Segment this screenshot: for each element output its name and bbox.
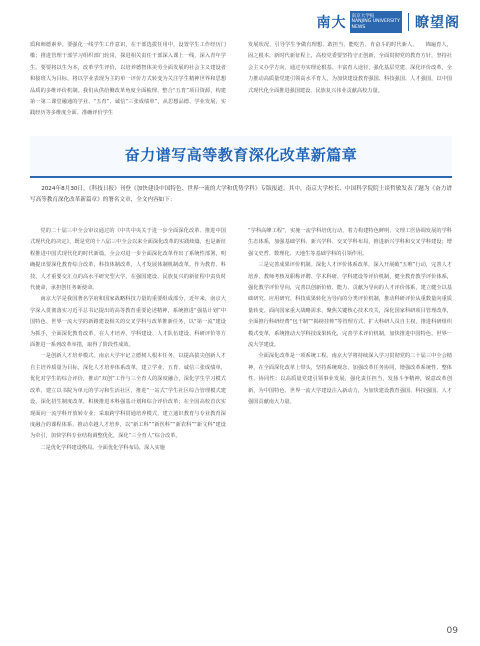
top-left-column	[30, 40, 226, 124]
page-header	[317, 10, 460, 34]
header-divider	[408, 13, 409, 31]
page-number: 09	[446, 626, 458, 636]
brand-box-line3: NEWS	[351, 24, 366, 30]
body-paragraph: 一是创新人才培养模式。南京大学牢记立德树人根本任务，以提高拔尖创新人才自主培养质量为目标，深化人才培养体系改革，建立学业、五育、诚信三张成绩单，优化对学生的综合评价，推动“双创”工作与三全育人的深度融合，深化学生学习模式改革，建立以书院为单元的学习和生活社区，推进“一站式”学生社区综合管理模式建设，深化招生制度改革，积极推进本科强基计划和综合评价改革；在全国高校首次实现面向一流学科开放转专业；采取跨学科贯通培养模式，建立通识教育与专业教育深度融合的课程体系，推动卓越人才培养，以“新工科”“新医科”“新农科”“新文科”建设为牵引，加快学科专业结构调整优化，深化“三全育人”综合改革。	[30, 353, 226, 440]
article-title: 奋力谱写高等教育深化改革新篇章	[124, 146, 358, 164]
top-right-column	[248, 40, 452, 124]
title-underline	[30, 176, 452, 178]
section-name: 瞭望阁	[415, 15, 460, 31]
body-left-column	[30, 226, 226, 612]
body-right-column	[248, 226, 452, 612]
article-lead: 2024年8月30日，《科技日报》刊登《加快建设中国特色、世界一流的大学和优势学科》专版报道。其中，南京大学校长、中国科学院院士谈哲敏发表了题为《奋力谱写高等教育深化改革新篇章》的署名文章，全文内容如下：	[30, 186, 452, 204]
body-paragraph: 全面深化改革是一项系统工程。南京大学将持续深入学习贯彻党的二十届三中全会精神，在全面深化改革上带头，坚持系统观念，加强改革任务协同，增强改革系统性、整体性、协同性；以高质量党建引领事业发展，强化责任担当，发扬斗争精神，锐意改革创新，为中国特色、世界一流大学建设注入新动力，为加快建设教育强国、科技强国、人才强国贡献南大力量。	[248, 353, 452, 406]
article-title-banner	[30, 136, 452, 178]
brand-name: 南大	[316, 15, 347, 31]
body-paragraph: 二是优化学科建设格局。全面优化学科布局，深入实施	[40, 444, 165, 451]
brand-box-line2: NANJING UNIVERSITY	[351, 19, 400, 25]
top-right-paragraph: 发展状况，引导学生争做有理想、敢担当、能吃苦、肯奋斗的时代新人。 锦遍育人，固之根本。新时代新征程上，高校党委要坚持守正创新，全面贯彻党的教育方针，坚持社会主义办学方向，通过夯实理论根基、丰富育人途径、强化基层党建、深化评价改革，全力推动高质量党建引领高水平育人，为加快建设教育强国、科技强国、人才强国，以中国式现代化全面推进强国建设、民族复兴伟业贡献高校力量。	[248, 42, 452, 94]
body-paragraph: 南京大学是我国著名学府和国家战略科技力量的重要组成部分，近年来，南京大学深入贯彻落实习近平总书记提出的高等教育重要论述精神，系统推进“强基计划”中国特色、世界一流大学的新路建设相关的交叉学科与改革推新任务，以“第一流”建设为抓手，全面深化教育改革。在人才培养、学科建设、人才队伍建设、科研评价等方面推进一系列改革举措，取得了阶段性成效。	[30, 296, 226, 349]
top-left-paragraph: 质和师德素养。要强化一线学生工作意识，在干部选拔任用中，设置学生工作经历门槛；推进管理干部学习组织部门轮岗，探进相关责任干部深入课上一线，深入青年学生。要要将以生为本，改革学生评价，以培养德智体美劳全面发展的社会主义建设者和接班人为目标，将以学业表现为主的单一评价方式转变为关注学生精神世界和思想品质的多维评价机制。我们从供给侧改革角度全面梳理、整合“五育”项目资源，构建第一第二课堂融通的学业、“五育”、诚信“三张成绩单”，从思想品德、学业发展、实践经历等多维度全面、准确评价学生	[30, 42, 226, 117]
body-paragraph: “学科高峰工程”，实施一流学科培优行动，着力构建特色鲜明、文理工医协调发展的学科生态体系，加强基础学科、新兴学科、交叉学科布局，推进新兴学科和交叉学科建设；增强文史哲、数理化、天地生等基础学科的引领作用。	[248, 228, 452, 257]
brand-logo-box	[350, 11, 402, 33]
body-paragraph: 三是完善成果评价机制。深化人才评价体系改革，深入开展破“五唯”行动，完善人才培养、教师考核及职称评聘、学术科研、学科建设等评价机制，健全教育教学评价体系，强化教学评价导向，完善以创新价值、能力、贡献为导向的人才评价体系，建立健全以基础研究、应用研究、科技成果转化为导向的分类评价机制，推动科研评价从重数量向重质量转变。面向国家重大战略需求，聚焦关键核心技术攻关，深化国家科研项目管理改革，全面推行科研经费“包干制”“揭榜挂帅”等管理方式，扩大科研人员自主权，推进科研组织模式变革，系统推动大学科技成果转化，完善学术评价机制，加快推进中国特色、世界一流大学建设。	[248, 262, 452, 349]
brand-box-line1: 南京大学报	[351, 13, 375, 19]
body-paragraph: 党的二十届三中全会审议通过的《中共中央关于进一步全面深化改革、推进中国式现代化的决定》，既是党的十八届三中全会以来全面深化改革的实践续篇，也是新征程推进中国式现代化的时代新篇。全会对进一步全面深化改革作出了系统性部署，明确提出要深化教育综合改革，科技体制改革，人才发展体制机制改革。作为教育、科技、人才重要交汇点的高水平研究型大学，在强国建设、民族复兴的新征程中责负时代使命，承担创任务新使命。	[30, 228, 226, 292]
